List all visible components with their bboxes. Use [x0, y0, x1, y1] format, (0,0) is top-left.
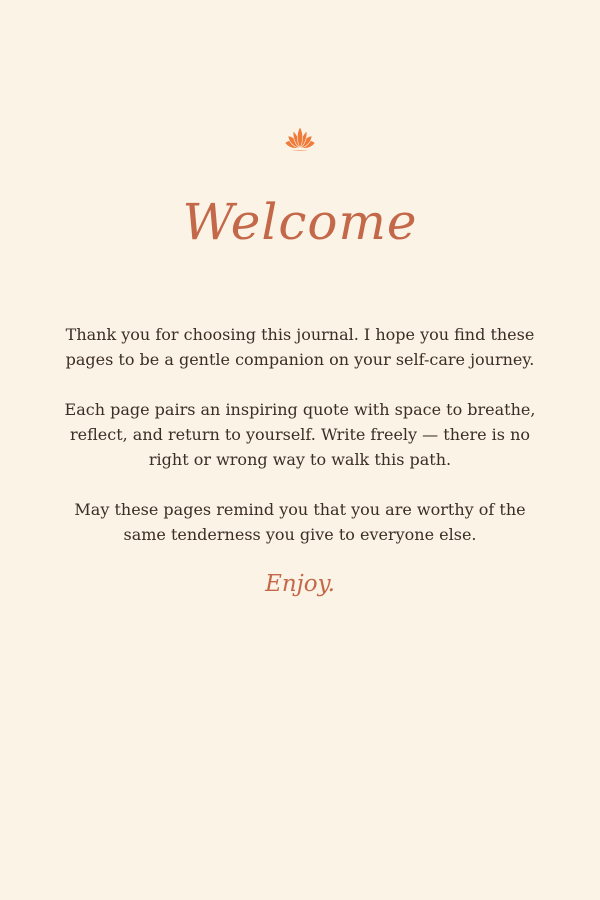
description-paragraph: Each page pairs an inspiring quote with space to breathe, reflect, and return to yourself. Write freely — there is no right or wrong way to walk this path. [64, 400, 536, 469]
lotus-icon [284, 126, 316, 154]
page-title: Welcome [182, 193, 418, 251]
intro-paragraph: Thank you for choosing this journal. I hope you find these pages to be a gentle companion on your self-care journey. [65, 325, 535, 369]
encouragement-paragraph: May these pages remind you that you are worthy of the same tenderness you give to everyone else. [74, 500, 526, 544]
closing-text: Enjoy. [265, 571, 335, 597]
